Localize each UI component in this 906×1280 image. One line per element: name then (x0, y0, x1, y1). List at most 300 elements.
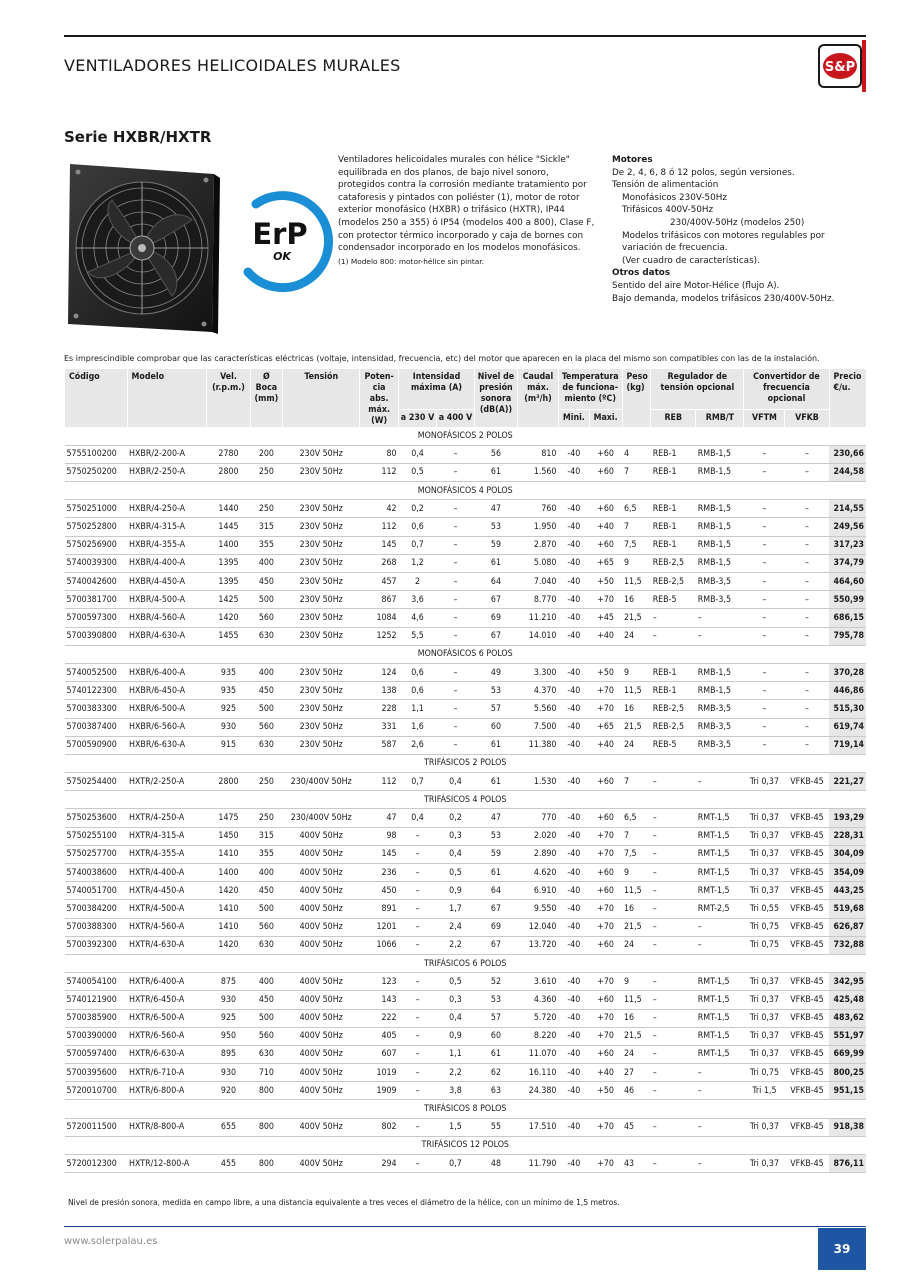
table-cell: 0,9 (437, 882, 475, 900)
section-title: MONOFÁSICOS 6 POLOS (65, 645, 867, 663)
table-cell: -40 (558, 1027, 589, 1045)
table-cell: 230V 50Hz (283, 591, 360, 609)
table-cell: 9 (622, 554, 651, 572)
table-cell: -40 (558, 1082, 589, 1100)
table-cell: 2780 (207, 445, 250, 463)
table-cell: 236 (360, 864, 399, 882)
table-cell: 400 (250, 864, 283, 882)
table-cell: 400V 50Hz (283, 1118, 360, 1136)
col-boca: Ø Boca (mm) (250, 369, 283, 427)
table-cell: 230V 50Hz (283, 682, 360, 700)
table-cell: +70 (589, 1118, 622, 1136)
table-cell: 112 (360, 773, 399, 791)
table-cell: 1084 (360, 609, 399, 627)
table-cell: HXBR/6-500-A (127, 700, 207, 718)
table-cell: – (399, 827, 437, 845)
table-cell: REB-1 (651, 445, 696, 463)
section-title: MONOFÁSICOS 2 POLOS (65, 427, 867, 445)
table-cell: 11,5 (622, 573, 651, 591)
table-cell: 1440 (207, 500, 250, 518)
table-cell: – (437, 627, 475, 645)
table-row (65, 809, 867, 827)
table-cell: VFKB-45 (785, 1082, 829, 1100)
motors-line: Modelos trifásicos con motores regulables por variación de frecuencia. (622, 230, 825, 254)
table-cell: 230V 50Hz (283, 518, 360, 536)
table-cell: +70 (589, 973, 622, 991)
table-cell: 5750252800 (65, 518, 128, 536)
table-cell: 5,5 (399, 627, 437, 645)
table-cell: 145 (360, 845, 399, 863)
other-data-heading: Otros datos (612, 268, 671, 279)
table-cell: 1,1 (399, 700, 437, 718)
table-cell: -40 (558, 500, 589, 518)
table-cell: Tri 0,37 (744, 864, 785, 882)
table-row (65, 463, 867, 481)
table-cell: – (399, 991, 437, 1009)
table-cell: – (399, 918, 437, 936)
table-cell: – (399, 1118, 437, 1136)
table-cell: – (651, 609, 696, 627)
erp-ok-text: OK (273, 250, 291, 263)
table-cell: 2800 (207, 463, 250, 481)
table-cell: – (399, 973, 437, 991)
table-cell: 5750254400 (65, 773, 128, 791)
table-cell: 551,97 (829, 1027, 866, 1045)
table-row (65, 1155, 867, 1173)
col-regulador: Regulador de tensión opcional (651, 369, 744, 409)
table-cell: 4 (622, 445, 651, 463)
table-cell: 875 (207, 973, 250, 991)
table-cell: 21,5 (622, 609, 651, 627)
table-cell: RMB-1,5 (696, 554, 744, 572)
table-cell: 53 (474, 682, 517, 700)
table-cell: RMB-3,5 (696, 700, 744, 718)
table-cell: 920 (207, 1082, 250, 1100)
table-cell: 230/400V 50Hz (283, 773, 360, 791)
col-potencia: Poten- cia abs. máx. (W) (360, 369, 399, 427)
table-cell: 400V 50Hz (283, 936, 360, 954)
table-cell: 760 (517, 500, 558, 518)
table-cell: 5.720 (517, 1009, 558, 1027)
col-vftm: VFTM (744, 409, 785, 427)
table-cell: -40 (558, 536, 589, 554)
table-cell: 3.300 (517, 663, 558, 681)
table-cell: VFKB-45 (785, 1064, 829, 1082)
table-cell: 550,99 (829, 591, 866, 609)
table-cell: +60 (589, 1045, 622, 1063)
table-cell: HXTR/12-800-A (127, 1155, 207, 1173)
table-cell: HXTR/6-800-A (127, 1082, 207, 1100)
table-cell: 2800 (207, 773, 250, 791)
table-row (65, 1045, 867, 1063)
col-temp-max: Maxi. (589, 409, 622, 427)
table-cell: 61 (474, 773, 517, 791)
table-cell: 400 (250, 973, 283, 991)
table-cell: 7,5 (622, 536, 651, 554)
table-cell: 21,5 (622, 718, 651, 736)
table-row (65, 827, 867, 845)
table-cell: – (399, 864, 437, 882)
table-cell: HXBR/4-400-A (127, 554, 207, 572)
table-cell: REB-1 (651, 500, 696, 518)
motors-line: De 2, 4, 6, 8 ó 12 polos, según versiones. (612, 167, 795, 178)
table-cell: – (399, 1155, 437, 1173)
table-cell: REB-2,5 (651, 554, 696, 572)
table-cell: Tri 0,37 (744, 773, 785, 791)
table-cell: 3.610 (517, 973, 558, 991)
table-cell: 800 (250, 1118, 283, 1136)
table-cell: 925 (207, 700, 250, 718)
table-cell: HXBR/6-630-A (127, 736, 207, 754)
table-cell: 268 (360, 554, 399, 572)
table-cell: 1420 (207, 882, 250, 900)
table-cell: HXTR/4-630-A (127, 936, 207, 954)
table-cell: – (437, 609, 475, 627)
table-cell: 5740038600 (65, 864, 128, 882)
table-cell: 464,60 (829, 573, 866, 591)
table-cell: – (785, 536, 829, 554)
motors-line: Trifásicos 400V-50Hz (622, 205, 714, 216)
table-cell: 457 (360, 573, 399, 591)
motors-line: Tensión de alimentación (612, 180, 719, 191)
table-cell: Tri 0,37 (744, 1027, 785, 1045)
table-cell: – (651, 900, 696, 918)
table-cell: – (696, 773, 744, 791)
table-cell: 230V 50Hz (283, 609, 360, 627)
table-cell: 61 (474, 864, 517, 882)
table-cell: HXBR/4-500-A (127, 591, 207, 609)
table-cell: 249,56 (829, 518, 866, 536)
table-cell: Tri 0,75 (744, 918, 785, 936)
table-cell: 24 (622, 1045, 651, 1063)
table-cell: 483,62 (829, 1009, 866, 1027)
table-cell: 42 (360, 500, 399, 518)
table-cell: 1,1 (437, 1045, 475, 1063)
table-cell: 1425 (207, 591, 250, 609)
table-cell: 446,86 (829, 682, 866, 700)
table-row (65, 882, 867, 900)
table-cell: RMB-3,5 (696, 573, 744, 591)
table-cell: 112 (360, 518, 399, 536)
table-cell: 810 (517, 445, 558, 463)
table-cell: 230V 50Hz (283, 463, 360, 481)
page-number: 39 (818, 1228, 866, 1270)
section-title: TRIFÁSICOS 12 POLOS (65, 1136, 867, 1154)
table-cell: VFKB-45 (785, 1027, 829, 1045)
table-cell: -40 (558, 627, 589, 645)
table-cell: – (437, 518, 475, 536)
table-cell: -40 (558, 700, 589, 718)
table-cell: VFKB-45 (785, 918, 829, 936)
table-cell: 607 (360, 1045, 399, 1063)
table-cell: – (651, 845, 696, 863)
table-cell: -40 (558, 991, 589, 1009)
table-row (65, 718, 867, 736)
table-cell: 5700597400 (65, 1045, 128, 1063)
table-cell: 2.870 (517, 536, 558, 554)
table-cell: 21,5 (622, 918, 651, 936)
table-cell: 1445 (207, 518, 250, 536)
table-cell: 5740052500 (65, 663, 128, 681)
table-cell: HXTR/4-400-A (127, 864, 207, 882)
table-cell: 5700388300 (65, 918, 128, 936)
table-row (65, 627, 867, 645)
table-cell: 5720011500 (65, 1118, 128, 1136)
table-cell: 405 (360, 1027, 399, 1045)
table-cell: -40 (558, 736, 589, 754)
table-cell: 0,2 (399, 500, 437, 518)
table-cell: – (651, 773, 696, 791)
table-cell: 5750253600 (65, 809, 128, 827)
table-cell: 53 (474, 991, 517, 1009)
table-cell: 7 (622, 463, 651, 481)
table-cell: 123 (360, 973, 399, 991)
section-title: TRIFÁSICOS 8 POLOS (65, 1100, 867, 1118)
table-cell: – (651, 973, 696, 991)
table-cell: 891 (360, 900, 399, 918)
table-cell: 5700384200 (65, 900, 128, 918)
table-cell: 53 (474, 827, 517, 845)
table-cell: 1.560 (517, 463, 558, 481)
table-cell: 918,38 (829, 1118, 866, 1136)
table-cell: 930 (207, 718, 250, 736)
table-cell: Tri 0,37 (744, 1155, 785, 1173)
table-cell: 450 (250, 682, 283, 700)
table-cell: +70 (589, 1009, 622, 1027)
table-cell: 732,88 (829, 936, 866, 954)
table-cell: HXTR/6-710-A (127, 1064, 207, 1082)
table-cell: 193,29 (829, 809, 866, 827)
table-cell: +70 (589, 1027, 622, 1045)
table-cell: – (744, 591, 785, 609)
table-cell: – (399, 1045, 437, 1063)
table-cell: VFKB-45 (785, 864, 829, 882)
table-cell: 5700390000 (65, 1027, 128, 1045)
table-cell: 630 (250, 1045, 283, 1063)
table-cell: VFKB-45 (785, 845, 829, 863)
description (338, 154, 598, 268)
table-cell: -40 (558, 918, 589, 936)
table-cell: – (744, 627, 785, 645)
table-cell: +60 (589, 809, 622, 827)
table-cell: -40 (558, 663, 589, 681)
table-cell: HXBR/2-200-A (127, 445, 207, 463)
table-cell: – (785, 663, 829, 681)
table-cell: RMB-1,5 (696, 518, 744, 536)
table-cell: 0,7 (437, 1155, 475, 1173)
table-row (65, 773, 867, 791)
footer-url[interactable]: www.solerpalau.es (64, 1236, 158, 1247)
table-cell: 0,3 (437, 827, 475, 845)
sp-logo (818, 44, 862, 88)
table-cell: -40 (558, 809, 589, 827)
table-cell: +50 (589, 1082, 622, 1100)
table-cell: 16 (622, 900, 651, 918)
table-row (65, 682, 867, 700)
table-cell: Tri 0,55 (744, 900, 785, 918)
table-cell: VFKB-45 (785, 809, 829, 827)
table-cell: 400V 50Hz (283, 1045, 360, 1063)
table-cell: 1,2 (399, 554, 437, 572)
table-cell: 230V 50Hz (283, 536, 360, 554)
table-cell: RMT-1,5 (696, 991, 744, 1009)
motors-line: Sentido del aire Motor-Hélice (flujo A). (612, 280, 780, 291)
table-cell: 244,58 (829, 463, 866, 481)
table-row (65, 609, 867, 627)
table-cell: 14.010 (517, 627, 558, 645)
table-cell: 5740051700 (65, 882, 128, 900)
table-cell: – (399, 936, 437, 954)
table-cell: 1201 (360, 918, 399, 936)
table-cell: – (696, 1118, 744, 1136)
table-cell: – (744, 463, 785, 481)
table-cell: 342,95 (829, 973, 866, 991)
table-cell: 400V 50Hz (283, 864, 360, 882)
table-cell: +60 (589, 936, 622, 954)
table-cell: HXTR/6-500-A (127, 1009, 207, 1027)
table-cell: VFKB-45 (785, 827, 829, 845)
table-cell: 7 (622, 773, 651, 791)
table-cell: -40 (558, 864, 589, 882)
table-cell: RMB-1,5 (696, 463, 744, 481)
table-cell: +60 (589, 773, 622, 791)
table-cell: – (437, 700, 475, 718)
table-cell: 5700381700 (65, 591, 128, 609)
table-cell: 455 (207, 1155, 250, 1173)
table-cell: HXTR/8-800-A (127, 1118, 207, 1136)
table-cell: REB-5 (651, 736, 696, 754)
table-cell: 0,6 (399, 518, 437, 536)
table-cell: – (785, 609, 829, 627)
table-cell: RMT-1,5 (696, 845, 744, 863)
table-cell: – (696, 1082, 744, 1100)
section-title: TRIFÁSICOS 4 POLOS (65, 791, 867, 809)
table-cell: 7.040 (517, 573, 558, 591)
table-cell: 1410 (207, 918, 250, 936)
col-intensidad: Intensidad máxima (A) (399, 369, 475, 409)
table-row (65, 1027, 867, 1045)
table-cell: 560 (250, 718, 283, 736)
table-cell: 400V 50Hz (283, 1064, 360, 1082)
table-cell: 630 (250, 936, 283, 954)
col-rmbt: RMB/T (696, 409, 744, 427)
table-cell: 6.910 (517, 882, 558, 900)
table-cell: – (696, 627, 744, 645)
table-cell: – (651, 1118, 696, 1136)
table-cell: RMT-1,5 (696, 809, 744, 827)
table-cell: – (399, 882, 437, 900)
table-cell: 7,5 (622, 845, 651, 863)
table-cell: 230V 50Hz (283, 627, 360, 645)
table-cell: +40 (589, 518, 622, 536)
table-row (65, 536, 867, 554)
table-cell: 9 (622, 973, 651, 991)
top-rule (64, 35, 866, 37)
table-cell: 2,2 (437, 1064, 475, 1082)
table-cell: 930 (207, 1064, 250, 1082)
table-cell: HXTR/4-450-A (127, 882, 207, 900)
table-cell: 5700383300 (65, 700, 128, 718)
table-cell: 67 (474, 627, 517, 645)
section-row (65, 645, 867, 663)
table-cell: REB-2,5 (651, 718, 696, 736)
bottom-rule (64, 1226, 866, 1227)
table-cell: 5740054100 (65, 973, 128, 991)
table-cell: 770 (517, 809, 558, 827)
col-tension: Tensión (283, 369, 360, 427)
table-cell: – (744, 663, 785, 681)
table-cell: 560 (250, 609, 283, 627)
table-row (65, 1082, 867, 1100)
table-cell: +70 (589, 682, 622, 700)
table-cell: 800 (250, 1082, 283, 1100)
header-accent-bar (862, 40, 866, 92)
table-cell: 1066 (360, 936, 399, 954)
table-cell: HXTR/4-355-A (127, 845, 207, 863)
table-cell: 8.220 (517, 1027, 558, 1045)
table-cell: 935 (207, 663, 250, 681)
table-cell: 1,7 (437, 900, 475, 918)
table-cell: -40 (558, 445, 589, 463)
table-cell: 16 (622, 1009, 651, 1027)
table-cell: 9 (622, 663, 651, 681)
table-cell: 519,68 (829, 900, 866, 918)
table-cell: 400 (250, 554, 283, 572)
table-cell: – (744, 609, 785, 627)
table-cell: – (651, 1045, 696, 1063)
table-cell: 355 (250, 845, 283, 863)
table-cell: +60 (589, 864, 622, 882)
table-cell: – (651, 864, 696, 882)
table-cell: 11.380 (517, 736, 558, 754)
section-title: MONOFÁSICOS 4 POLOS (65, 482, 867, 500)
spec-table-body (65, 427, 867, 1173)
table-row (65, 1009, 867, 1027)
table-cell: 5750257700 (65, 845, 128, 863)
table-cell: 1.950 (517, 518, 558, 536)
table-cell: 24 (622, 936, 651, 954)
table-cell: 3,6 (399, 591, 437, 609)
table-cell: HXBR/4-355-A (127, 536, 207, 554)
erp-ok-icon (228, 186, 336, 294)
table-cell: 1,6 (399, 718, 437, 736)
table-cell: VFKB-45 (785, 773, 829, 791)
table-cell: 1395 (207, 554, 250, 572)
table-row (65, 936, 867, 954)
table-cell: – (437, 573, 475, 591)
table-cell: 16 (622, 591, 651, 609)
table-cell: 1400 (207, 864, 250, 882)
table-cell: 230V 50Hz (283, 500, 360, 518)
table-row (65, 663, 867, 681)
table-cell: HXTR/4-250-A (127, 809, 207, 827)
table-cell: REB-2,5 (651, 573, 696, 591)
table-cell: 0,4 (437, 1009, 475, 1027)
table-cell: 7 (622, 827, 651, 845)
table-cell: 47 (474, 809, 517, 827)
table-cell: RMT-1,5 (696, 864, 744, 882)
table-cell: 124 (360, 663, 399, 681)
motors-heading: Motores (612, 155, 653, 165)
table-cell: RMT-2,5 (696, 900, 744, 918)
table-cell: 5.560 (517, 700, 558, 718)
table-cell: RMT-1,5 (696, 1045, 744, 1063)
motors-line: Bajo demanda, modelos trifásicos 230/400V-50Hz. (612, 293, 835, 304)
table-cell: 5700395600 (65, 1064, 128, 1082)
table-row (65, 500, 867, 518)
table-cell: 48 (474, 1155, 517, 1173)
table-cell: -40 (558, 845, 589, 863)
